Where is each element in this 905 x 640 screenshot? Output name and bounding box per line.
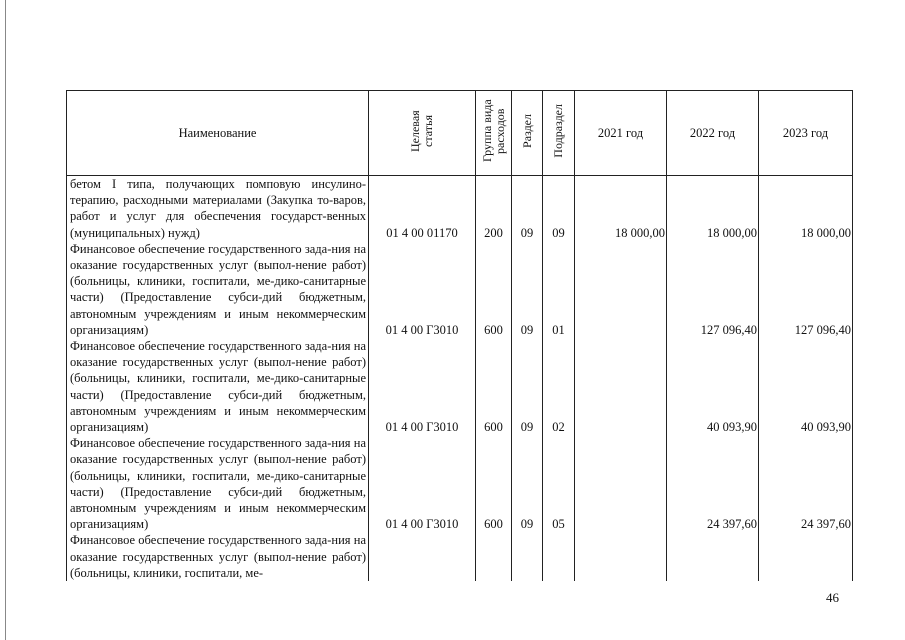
- row-2022: 18 000,00: [667, 176, 759, 241]
- header-target: Целевая статья: [369, 91, 476, 176]
- table-row: [67, 532, 853, 581]
- row-group: 600: [476, 241, 512, 338]
- row-section: 09: [512, 241, 543, 338]
- row-2021: [575, 338, 667, 435]
- page-number: 46: [826, 590, 839, 605]
- row-2022: 24 397,60: [667, 435, 759, 532]
- table-row: [67, 241, 853, 338]
- row-section: [512, 532, 543, 581]
- row-name: Финансовое обеспечение государственного зада-ния на оказание государственных услуг (выпол-нение работ) (больницы, клиники, госпитали, ме-: [67, 532, 369, 581]
- row-target: 01 4 00 01170: [369, 176, 476, 241]
- table-row: [67, 435, 853, 532]
- table-row: [67, 176, 853, 241]
- row-group: [476, 532, 512, 581]
- row-2023: 18 000,00: [759, 176, 853, 241]
- header-subsection: Подраздел: [543, 91, 575, 176]
- row-target: 01 4 00 Г3010: [369, 241, 476, 338]
- row-2023: 24 397,60: [759, 435, 853, 532]
- row-subsection: 05: [543, 435, 575, 532]
- row-name: Финансовое обеспечение государственного зада-ния на оказание государственных услуг (выпол-нение работ) (больницы, клиники, госпитали, ме-дико-санитарные части) (Предоставление субси-дий бюджетным, автономным учреждениям и иным некоммерческим организациям): [67, 338, 369, 435]
- row-subsection: 09: [543, 176, 575, 241]
- header-2021: 2021 год: [575, 91, 667, 176]
- row-section: 09: [512, 338, 543, 435]
- row-2021: [575, 241, 667, 338]
- table-row: [67, 338, 853, 435]
- row-subsection: 02: [543, 338, 575, 435]
- header-2022: 2022 год: [667, 91, 759, 176]
- row-section: 09: [512, 435, 543, 532]
- row-2023: [759, 532, 853, 581]
- header-name: Наименование: [67, 91, 369, 176]
- page-margin-line: [5, 0, 6, 640]
- row-2021: 18 000,00: [575, 176, 667, 241]
- row-target: 01 4 00 Г3010: [369, 338, 476, 435]
- row-2021: [575, 435, 667, 532]
- header-2023: 2023 год: [759, 91, 853, 176]
- row-2022: 40 093,90: [667, 338, 759, 435]
- row-group: 600: [476, 338, 512, 435]
- row-subsection: 01: [543, 241, 575, 338]
- row-name: Финансовое обеспечение государственного зада-ния на оказание государственных услуг (выпол-нение работ) (больницы, клиники, госпитали, ме-дико-санитарные части) (Предоставление субси-дий бюджетным, автономным учреждениям и иным некоммерческим организациям): [67, 241, 369, 338]
- row-name: бетом I типа, получающих помповую инсулино-терапию, расходными материалами (Закупка то-варов, работ и услуг для обеспечения государст-венных (муниципальных) нужд): [67, 176, 369, 241]
- budget-table: [66, 90, 853, 581]
- row-2021: [575, 532, 667, 581]
- row-group: 200: [476, 176, 512, 241]
- header-section: Раздел: [512, 91, 543, 176]
- header-expense-group: Группа вида расходов: [476, 91, 512, 176]
- row-target: 01 4 00 Г3010: [369, 435, 476, 532]
- table-header-row: [67, 91, 853, 176]
- row-2022: [667, 532, 759, 581]
- row-target: [369, 532, 476, 581]
- row-section: 09: [512, 176, 543, 241]
- row-subsection: [543, 532, 575, 581]
- row-name: Финансовое обеспечение государственного зада-ния на оказание государственных услуг (выпол-нение работ) (больницы, клиники, госпитали, ме-дико-санитарные части) (Предоставление субси-дий бюджетным, автономным учреждениям и иным некоммерческим организациям): [67, 435, 369, 532]
- row-2022: 127 096,40: [667, 241, 759, 338]
- row-group: 600: [476, 435, 512, 532]
- row-2023: 127 096,40: [759, 241, 853, 338]
- row-2023: 40 093,90: [759, 338, 853, 435]
